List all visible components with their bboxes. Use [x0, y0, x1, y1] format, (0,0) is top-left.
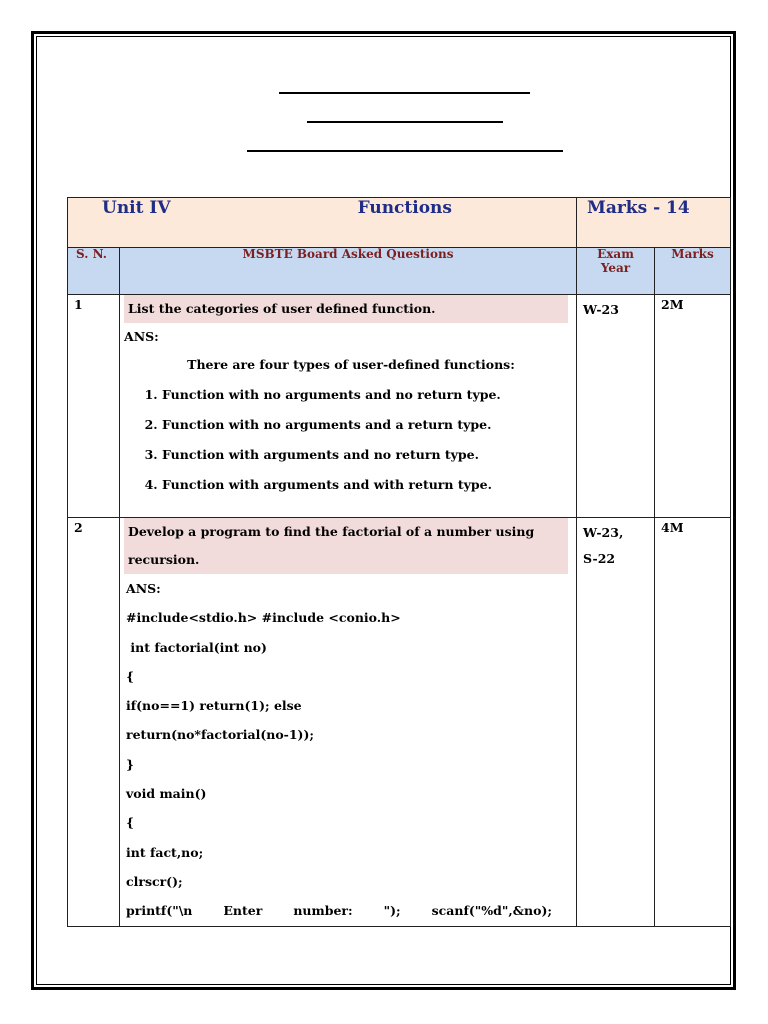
code-line: {	[126, 815, 135, 831]
col-marks: Marks	[655, 248, 731, 295]
header-rule-3	[247, 150, 563, 152]
q1-ans-label: ANS:	[124, 329, 159, 344]
code-line: int factorial(int no)	[126, 639, 267, 655]
code-line-printf	[126, 896, 568, 925]
q2-answer	[124, 574, 568, 926]
code-line: clrscr();	[126, 873, 183, 889]
code-line: #include<stdio.h> #include <conio.h>	[126, 610, 401, 626]
col-sn: S. N.	[68, 248, 120, 295]
col-question: MSBTE Board Asked Questions	[120, 248, 577, 295]
unit-marks: Marks - 14	[577, 198, 731, 248]
code-line: void main()	[126, 786, 207, 802]
questions-table	[67, 197, 731, 927]
code-token: number:	[293, 903, 353, 919]
question-row-2	[68, 518, 731, 927]
q1-exam-year: W-23	[577, 295, 655, 518]
list-item: 3. Function with arguments and no return type.	[162, 440, 568, 470]
code-line: return(no*factorial(no-1));	[126, 727, 315, 743]
q2-ans-label: ANS:	[126, 581, 161, 596]
unit-title: Functions	[357, 198, 452, 218]
code-token: printf("\n	[126, 903, 193, 919]
q1-intro: There are four types of user-defined functions:	[187, 357, 515, 372]
column-header-row	[68, 248, 731, 295]
question-row-1	[68, 295, 731, 518]
list-item: 1. Function with no arguments and no return type.	[162, 380, 568, 410]
q2-question-line-2: recursion.	[128, 552, 200, 567]
unit-header-row	[68, 198, 731, 248]
code-token: ");	[383, 903, 401, 919]
list-item: 4. Function with arguments and with return type.	[162, 470, 568, 500]
code-token: scanf("%d",&no);	[431, 903, 552, 919]
q1-sn: 1	[68, 295, 120, 518]
code-line: if(no==1) return(1); else	[126, 698, 302, 714]
q2-content	[120, 518, 577, 927]
code-token: Enter	[223, 903, 263, 919]
q2-exam-year	[577, 518, 655, 927]
q2-question-line-1: Develop a program to find the factorial of a number using	[128, 524, 535, 539]
col-exam-year: Exam Year	[577, 248, 655, 295]
q1-type-list	[124, 380, 568, 500]
unit-label: Unit IV	[102, 198, 171, 218]
header-rule-1	[279, 92, 530, 94]
q2-exam-year-2: S-22	[583, 551, 616, 566]
code-line: int fact,no;	[126, 844, 204, 860]
q1-question: List the categories of user defined function.	[124, 295, 568, 323]
code-line: {	[126, 668, 135, 684]
code-line: }	[126, 756, 135, 772]
q1-content	[120, 295, 577, 518]
header-rule-2	[307, 121, 503, 123]
q2-sn: 2	[68, 518, 120, 927]
q2-exam-year-1: W-23,	[583, 525, 624, 540]
q1-marks: 2M	[655, 295, 731, 518]
q2-question	[124, 518, 568, 574]
list-item: 2. Function with no arguments and a return type.	[162, 410, 568, 440]
q2-marks: 4M	[655, 518, 731, 927]
